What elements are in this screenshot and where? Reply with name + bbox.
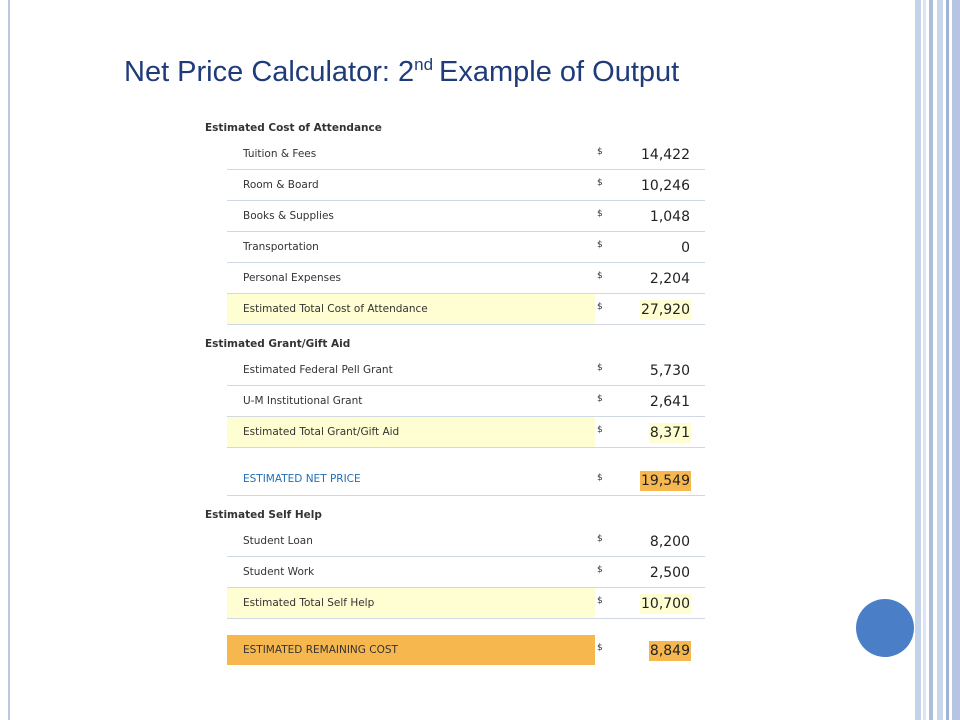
row-amount: 2,500 [649,565,690,581]
row-amount: 1,048 [649,209,690,225]
left-border-rule [8,0,10,720]
currency-symbol: $ [597,302,603,312]
row-label: Transportation [243,241,319,253]
total-label: Estimated Total Cost of Attendance [243,303,428,315]
total-row-grant [227,417,705,448]
net-price-row [227,463,705,496]
total-amount: 27,920 [641,302,690,318]
currency-symbol: $ [597,596,603,606]
row-label: Personal Expenses [243,272,342,284]
currency-symbol: $ [597,147,603,157]
currency-symbol: $ [597,209,603,219]
section-heading-grant: Estimated Grant/Gift Aid [205,338,351,350]
net-price-amount: 19,549 [641,473,690,489]
currency-symbol: $ [597,534,603,544]
row-label: Tuition & Fees [243,148,317,160]
remaining-cost-amount: 8,849 [649,643,690,659]
row-label: Room & Board [243,179,319,191]
section-heading-cost: Estimated Cost of Attendance [205,122,382,134]
currency-symbol: $ [597,240,603,250]
table-row [227,232,705,263]
table-row [227,139,705,170]
row-amount: 5,730 [649,363,690,379]
total-label: Estimated Total Grant/Gift Aid [243,426,400,438]
decorative-circle [856,599,914,657]
row-amount: 10,246 [641,178,690,194]
row-amount: 8,200 [649,534,690,550]
currency-symbol: $ [597,643,603,653]
row-label: Student Work [243,566,315,578]
row-amount: 2,204 [649,271,690,287]
table-row [227,386,705,417]
slide-title: Net Price Calculator: 2nd Example of Output [124,55,680,88]
net-price-label: ESTIMATED NET PRICE [243,473,361,485]
row-label: Estimated Federal Pell Grant [243,364,393,376]
table-row [227,201,705,232]
currency-symbol: $ [597,565,603,575]
currency-symbol: $ [597,473,603,483]
total-row-cost [227,294,705,325]
table-row [227,557,705,588]
row-amount: 14,422 [641,147,690,163]
currency-symbol: $ [597,425,603,435]
remaining-cost-row [227,635,705,665]
currency-symbol: $ [597,394,603,404]
remaining-cost-label: ESTIMATED REMAINING COST [243,644,398,656]
section-heading-self-help: Estimated Self Help [205,509,322,521]
row-amount: 0 [681,240,690,256]
row-amount: 2,641 [649,394,690,410]
row-label: U-M Institutional Grant [243,395,363,407]
row-label: Books & Supplies [243,210,334,222]
table-row [227,263,705,294]
row-label: Student Loan [243,535,313,547]
currency-symbol: $ [597,178,603,188]
currency-symbol: $ [597,363,603,373]
table-row [227,355,705,386]
table-row [227,170,705,201]
currency-symbol: $ [597,271,603,281]
table-row [227,526,705,557]
right-decorative-stripes [915,0,960,720]
total-label: Estimated Total Self Help [243,597,375,609]
net-price-output [205,115,705,665]
total-amount: 10,700 [641,596,690,612]
total-row-self-help [227,588,705,619]
total-amount: 8,371 [649,425,690,441]
